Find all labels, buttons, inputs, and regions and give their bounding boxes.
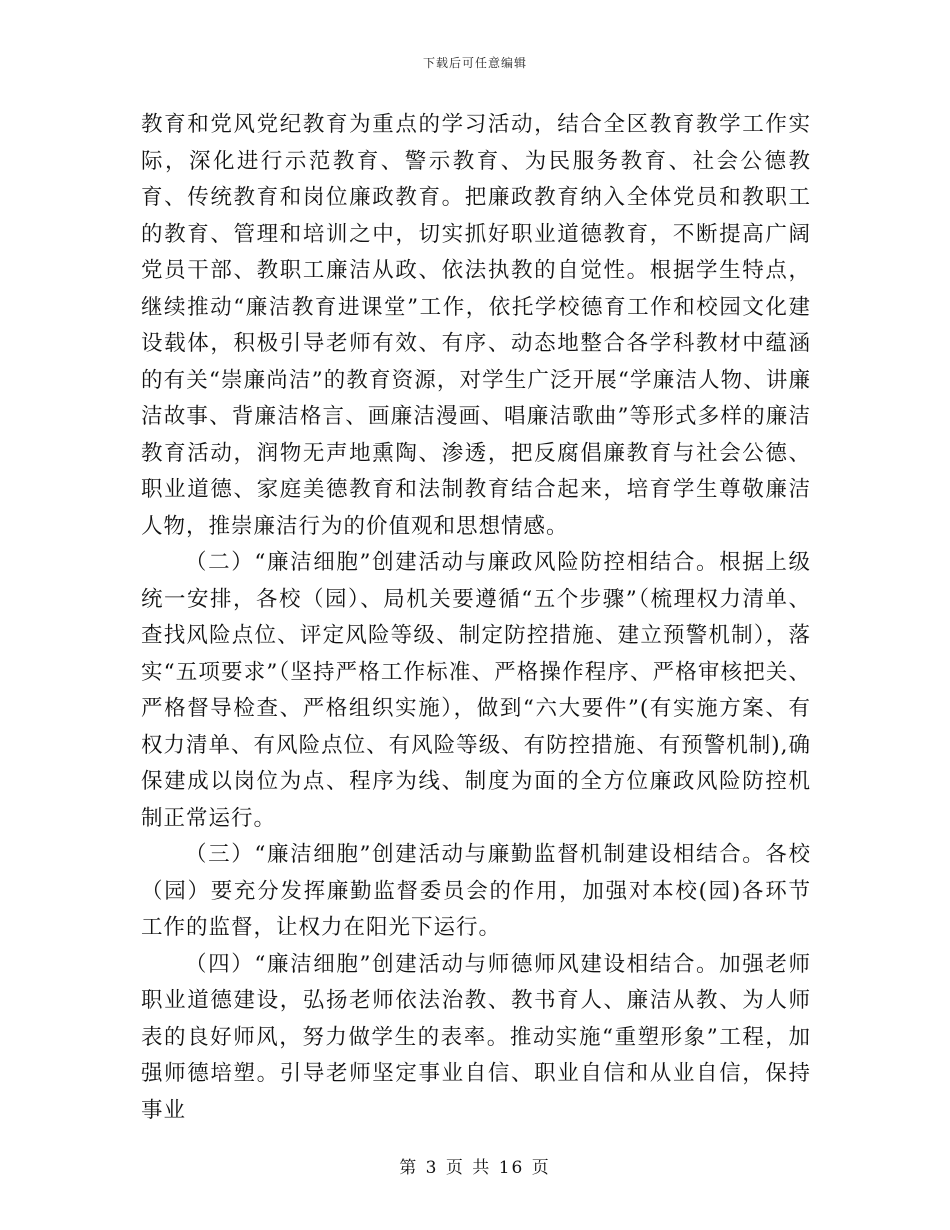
- document-body: [141, 107, 811, 1129]
- header-note: 下载后可任意编辑: [422, 56, 527, 70]
- paragraph-section-4: （四）“廉洁细胞”创建活动与师德师风建设相结合。加强老师职业道德建设，弘扬老师依法治教、教书育人、廉洁从教、为人师表的良好师风，努力做学生的表率。推动实施“重塑形象”工程，加强师德培塑。引导老师坚定事业自信、职业自信和从业自信，保持事业: [141, 951, 811, 1123]
- paragraph-section-2: （二）“廉洁细胞”创建活动与廉政风险防控相结合。根据上级统一安排，各校（园）、局机关要遵循“五个步骤”（梳理权力清单、查找风险点位、评定风险等级、制定防控措施、建立预警机制），落实“五项要求”（坚持严格工作标准、严格操作程序、严格审核把关、严格督导检查、严格组织实施），做到“六大要件”(有实施方案、有权力清单、有风险点位、有风险等级、有防控措施、有预警机制),确保建成以岗位为点、程序为线、制度为面的全方位廉政风险防控机制正常运行。: [141, 550, 811, 831]
- paragraph-continuation: 教育和党风党纪教育为重点的学习活动，结合全区教育教学工作实际，深化进行示范教育、警示教育、为民服务教育、社会公德教育、传统教育和岗位廉政教育。把廉政教育纳入全体党员和教职工的教育、管理和培训之中，切实抓好职业道德教育，不断提高广阔党员干部、教职工廉洁从政、依法执教的自觉性。根据学生特点，继续推动“廉洁教育进课堂”工作，依托学校德育工作和校园文化建设载体，积极引导老师有效、有序、动态地整合各学科教材中蕴涵的有关“崇廉尚洁”的教育资源，对学生广泛开展“学廉洁人物、讲廉洁故事、背廉洁格言、画廉洁漫画、唱廉洁歌曲”等形式多样的廉洁教育活动，润物无声地熏陶、渗透，把反腐倡廉教育与社会公德、职业道德、家庭美德教育和法制教育结合起来，培育学生尊敬廉洁人物，推崇廉洁行为的价值观和思想情感。: [141, 112, 811, 539]
- paragraph-section-3: （三）“廉洁细胞”创建活动与廉勤监督机制建设相结合。各校（园）要充分发挥廉勤监督委员会的作用，加强对本校(园)各环节工作的监督，让权力在阳光下运行。: [141, 842, 811, 940]
- page-number-footer: 第 3 页 共 16 页: [399, 1158, 551, 1178]
